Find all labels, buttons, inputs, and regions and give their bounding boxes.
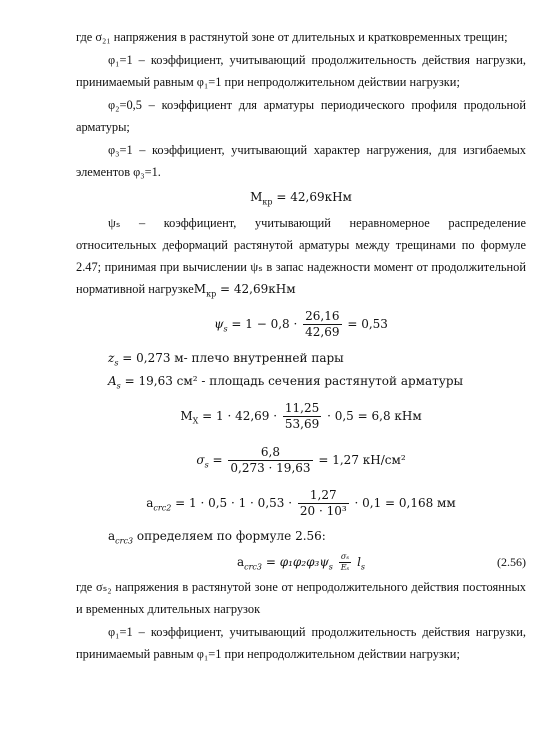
formula-as: $A_s = 19,63$ см² - площадь сечения растянутой арматуры — [108, 374, 464, 391]
formula-psi: $\psi_s = 1 - 0,8$ · $\frac{26,16}{42,69}$ = 0,53 — [214, 309, 388, 339]
paragraph-phi1: φ₁=1 – коэффициент, учитывающий продолжительность действия нагрузки, принимаемый равным φ₁=1 при непродолжительном действии нагрузки; — [76, 53, 526, 89]
equation-number: (2.56) — [497, 555, 526, 569]
formula-mx: $M_X = 1 \cdot 42,69$ · $\frac{11,25}{53,69}$ · 0,5 = 6,8 кНм — [180, 401, 422, 431]
paragraph-phi3: φ₃=1 – коэффициент, учитывающий характер нагружения, для изгибаемых элементов φ₃=1. — [76, 143, 526, 179]
fraction: $\frac{6,8}{0,273 \cdot 19,63}$ — [230, 445, 311, 475]
paragraph-phi1-repeat: φ₁=1 – коэффициент, учитывающий продолжительность действия нагрузки, принимаемый равным φ₁=1 при непродолжительном действии нагрузки; — [76, 625, 526, 661]
paragraph-sigma-s2: где σₛ₂ напряжения в растянутой зоне от непродолжительного действия постоянных и временных длительных нагрузок — [76, 580, 526, 616]
acrc3-intro: $a_{crc3}$ определяем по формуле 2.56: — [108, 529, 326, 546]
formula-zs: $z_s = 0,273$ м- плечо внутренней пары — [108, 351, 344, 368]
fraction: $\frac{11,25}{53,69}$ — [284, 401, 320, 431]
fraction: $\frac{26,16}{42,69}$ — [305, 309, 340, 339]
fraction: $\frac{1,27}{\text{20 · 10³}}$ — [299, 488, 347, 518]
paragraph-sigma-s1: где σ₂₁ напряжения в растянутой зоне от длительных и кратковременных трещин; — [76, 30, 508, 44]
formula-sigma-s: $\sigma_s$ = $\frac{6,8}{0,273 \cdot 19,63}$ = 1,27 кН/см² — [196, 445, 406, 475]
fraction: $\frac{\text{σₛ}}{\text{Eₛ}}$ — [340, 552, 350, 572]
formula-acrc3: $a_{crc3} = \varphi_1\varphi_2\varphi_3\psi_s$ $\frac{\text{σₛ}}{\text{Eₛ}}$ $l_s$ (2.56) — [76, 548, 526, 576]
formula-acrc2: $a_{crc2} = 1 \cdot 0,5 \cdot 1 \cdot 0,53$ · $\frac{1,27}{\text{20 · 10³}}$ · 0,1 = 0,168 мм — [146, 488, 456, 518]
formula-mkr: $M_{кр} = 42,69кНм$ — [250, 190, 352, 207]
paragraph-psi-s: ψₛ – коэффициент, учитывающий неравномерное распределение относительных деформаций растянутой арматуры между трещинами по формуле 2.47; принимая при вычислении ψₛ в запас надежности момент от продолжительной нормативной нагрузкеM$_{кр}$ = 42,69кНм — [76, 216, 526, 299]
paragraph-phi2: φ₂=0,5 – коэффициент для арматуры периодического профиля продольной арматуры; — [76, 98, 526, 134]
inline-mkr: $M_{кр} = 42,69кНм$ — [193, 282, 296, 299]
